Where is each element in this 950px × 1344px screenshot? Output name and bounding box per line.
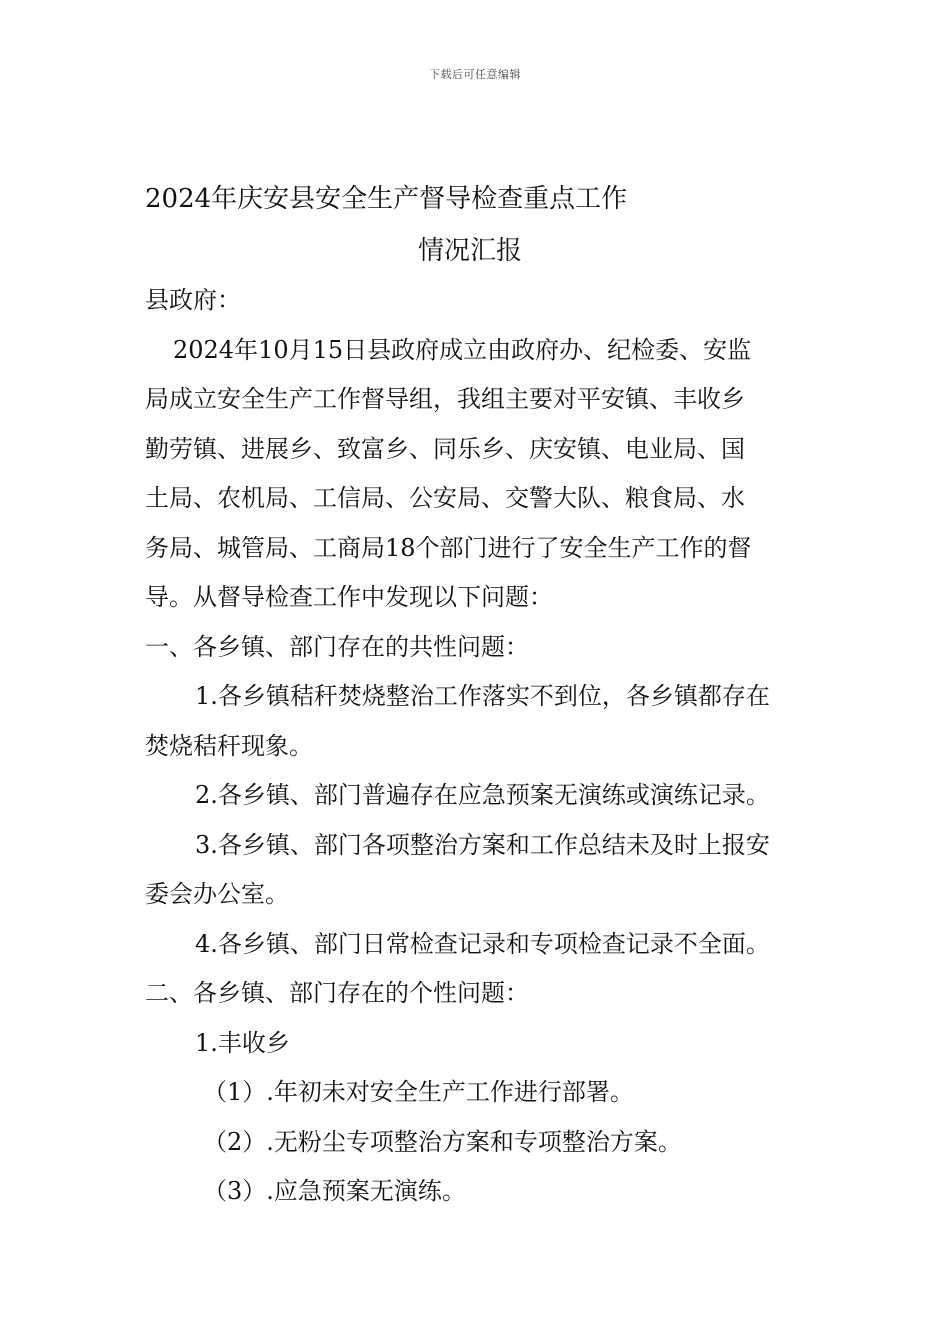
section2-point-2: （2）.无粉尘专项整治方案和专项整治方案。 xyxy=(203,1127,682,1156)
intro-line-3: 勤劳镇、进展乡、致富乡、同乐乡、庆安镇、电业局、国 xyxy=(145,434,745,463)
section2-sub1: 1.丰收乡 xyxy=(195,1028,290,1057)
section1-item1-line2: 焚烧秸秆现象。 xyxy=(145,731,313,760)
document-body xyxy=(145,276,810,1217)
section1-item3-line2: 委会办公室。 xyxy=(145,880,289,908)
section2-heading: 二、各乡镇、部门存在的个性问题： xyxy=(145,979,529,1007)
intro-line-5: 务局、城管局、工商局18个部门进行了安全生产工作的督 xyxy=(145,533,752,562)
section2-point-1: （1）.年初未对安全生产工作进行部署。 xyxy=(203,1078,634,1106)
page-header-note: 下载后可任意编辑 xyxy=(429,68,521,81)
section1-item1-line1: 1.各乡镇秸秆焚烧整治工作落实不到位，各乡镇都存在 xyxy=(195,682,770,710)
document-title-line-2: 情况汇报 xyxy=(418,236,523,266)
document-title-line-1: 2024年庆安县安全生产督导检查重点工作 xyxy=(145,184,628,214)
section1-item3-line1: 3.各乡镇、部门各项整治方案和工作总结未及时上报安 xyxy=(195,830,770,859)
section1-item2: 2.各乡镇、部门普遍存在应急预案无演练或演练记录。 xyxy=(195,781,770,809)
section1-item4: 4.各乡镇、部门日常检查记录和专项检查记录不全面。 xyxy=(195,929,770,958)
intro-line-2: 局成立安全生产工作督导组，我组主要对平安镇、丰收乡 xyxy=(145,385,745,413)
salutation: 县政府： xyxy=(145,286,241,314)
section1-heading: 一、各乡镇、部门存在的共性问题： xyxy=(145,632,529,661)
section2-point-3: （3）.应急预案无演练。 xyxy=(203,1177,466,1205)
intro-line-1: 2024年10月15日县政府成立由政府办、纪检委、安监 xyxy=(173,335,752,364)
intro-line-4: 土局、农机局、工信局、公安局、交警大队、粮食局、水 xyxy=(145,484,745,512)
intro-line-6: 导。从督导检查工作中发现以下问题： xyxy=(145,583,553,611)
